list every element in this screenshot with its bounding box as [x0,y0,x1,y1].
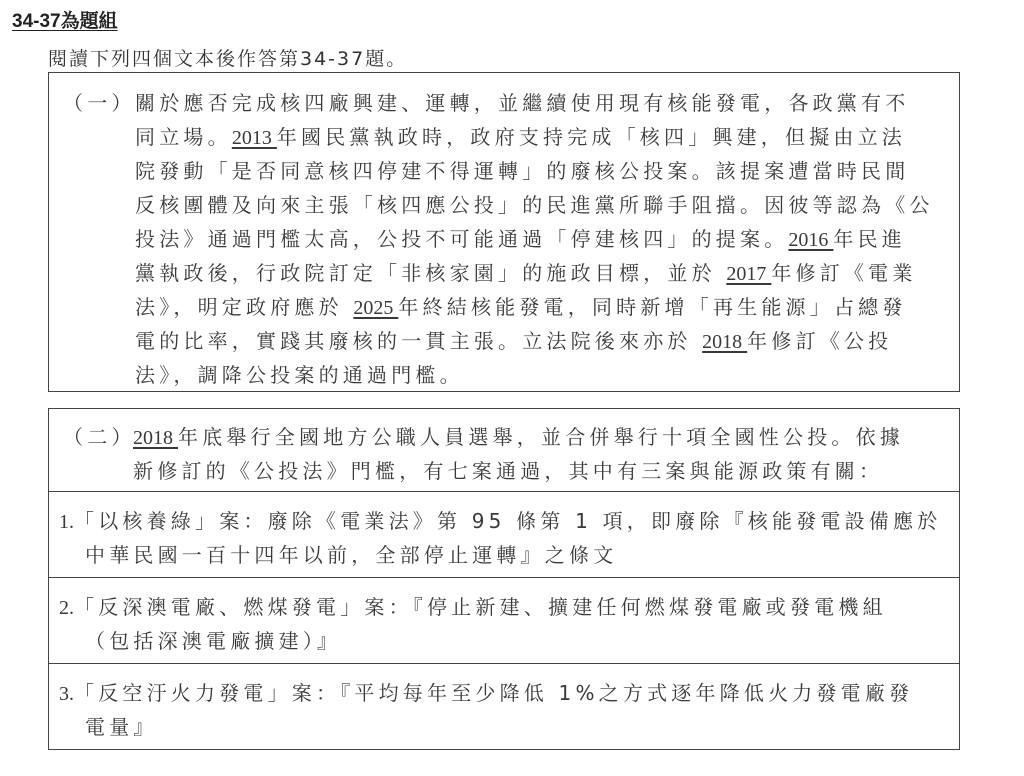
year-2025: 2025 [353,297,399,319]
instruction-text: 閱讀下列四個文本後作答第34-37題。 [48,48,408,70]
year-2018-election: 2018 [133,427,178,449]
row-divider [49,491,959,492]
text1-line-1: 關於應否完成核四廠興建、運轉，並繼續使用現有核能發電，各政黨有不 [135,91,910,115]
text1-box [48,72,960,392]
text1-line-5: 投法》通過門檻太高，公投不可能通過「停建核四」的提案。2016 年民進 [135,227,907,251]
text1-line-8: 電的比率，實踐其廢核的一貫主張。立法院後來亦於 2018 年修訂《公投 [135,329,893,353]
row-divider [49,663,959,664]
question-group-title: 34-37為題組 [12,11,118,32]
year-2016: 2016 [788,229,834,251]
item-1-line-2: 中華民國一百十四年以前，全部停止運轉』之條文 [85,543,618,567]
item-2-line-1: 2.「反深澳電廠、燃煤發電」案：『停止新建、擴建任何燃煤發電廠或發電機組 [59,595,887,619]
item-3-line-1: 3.「反空汙火力發電」案：『平均每年至少降低 1%之方式逐年降低火力發電廠發 [59,681,914,705]
text1-line-3: 院發動「是否同意核四停建不得運轉」的廢核公投案。該提案遭當時民間 [135,159,910,183]
text2-intro-line-2: 新修訂的《公投法》門檻，有七案通過，其中有三案與能源政策有關： [133,459,884,483]
text1-label: （一） [63,91,136,115]
text1-line-7: 法》，明定政府應於 2025 年終結核能發電，同時新增「再生能源」占總發 [135,295,907,319]
year-2017: 2017 [726,263,772,285]
text2-label: （二） [63,425,136,449]
text2-intro-line-1: 2018 年底舉行全國地方公職人員選舉，並合併舉行十項全國性公投。依據 [133,425,904,449]
year-2013: 2013 [231,127,277,149]
item-2-line-2: （包括深澳電廠擴建）』 [85,629,342,653]
text1-line-2: 同立場。2013 年國民黨執政時，政府支持完成「核四」興建，但擬由立法 [135,125,907,149]
item-1-line-1: 1.「以核養綠」案：廢除《電業法》第 95 條第 1 項，即廢除『核能發電設備應於 [59,509,942,533]
text1-line-6: 黨執政後，行政院訂定「非核家園」的施政目標，並於 2017 年修訂《電業 [135,261,917,285]
year-2018: 2018 [702,331,748,353]
text2-box [48,408,960,750]
text1-line-4: 反核團體及向來主張「核四應公投」的民進黨所聯手阻擋。因彼等認為《公 [135,193,934,217]
row-divider [49,577,959,578]
item-3-line-2: 電量』 [85,715,158,739]
text1-line-9: 法》，調降公投案的通過門檻。 [135,363,464,387]
